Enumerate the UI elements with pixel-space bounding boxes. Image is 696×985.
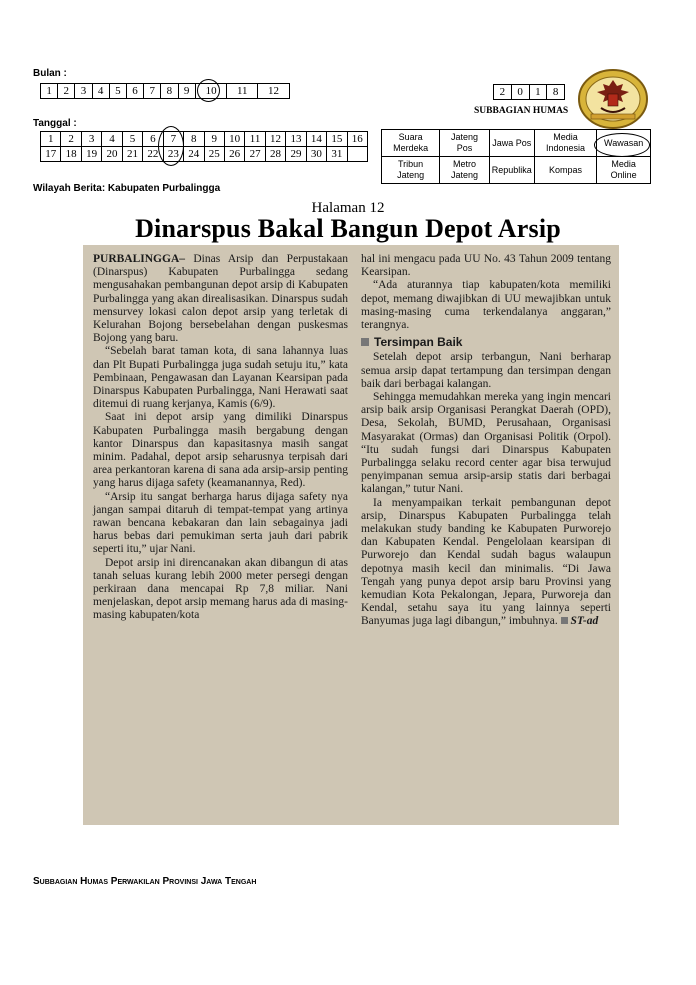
article-paragraph: Depot arsip ini direncanakan akan dibangun di atas tanah seluas kurang lebih 2000 meter persegi dengan perkiraan dana mencapai Rp 7,8 miliar. Nani menjelaskan, depot arsip memang harus ada di masing-masing kabupaten/kota [93,556,348,622]
year-grid [493,84,565,100]
tanggal-row2-cell: 29 [286,147,306,162]
tanggal-row1-cell: 6 [143,132,163,147]
paragraph-text: Dinas Arsip dan Perpustakaan (Dinarspus) Kabupaten Purbalingga sedang mengusahakan pembangunan depot arsip di Kabupaten Purbalingga yang akan direalisasikan. Dinarspus sudah mensurvey lokasi calon depot arsip yang terletak di Kelurahan Bojong bersebelahan dengan puskesmas Bojong yang baru. [93,253,348,345]
tanggal-row2-cell: 30 [306,147,326,162]
tanggal-row1-cell: 15 [327,132,347,147]
tanggal-grid [40,131,368,162]
bulan-cells-cell: 11 [227,84,258,99]
tanggal-label: Tanggal : [33,118,77,129]
media-row1-cell: Jawa Pos [489,130,534,157]
bulan-cells-cell: 7 [144,84,161,99]
author-signature: ST-ad [570,615,599,628]
tanggal-row1-cell: 8 [184,132,204,147]
year-cell: 8 [547,85,565,100]
article-paragraph [361,497,611,629]
tanggal-row1-cell: 9 [204,132,224,147]
tanggal-row2-cell: 31 [327,147,347,162]
tanggal-row1-cell: 13 [286,132,306,147]
bulan-cells-cell: 10 [195,84,227,99]
year-cell: 0 [511,85,529,100]
article-column-1 [93,253,348,623]
tanggal-row2-cell: 23 [163,147,183,162]
bulan-cells-cell: 12 [258,84,290,99]
article-paragraph: Saat ini depot arsip yang dimiliki Dinarspus Kabupaten Purbalingga masih bergabung dengan kantor Dinarspus dan kapasitasnya masih sangat minim. Padahal, depot arsip seharusnya terpisah dari area perkantoran karena di sana ada arsip-arsip penting yang harus dijaga safety (keamanannya, Red). [93,411,348,490]
tanggal-row1-cell: 1 [41,132,61,147]
tanggal-row2-cell: 26 [224,147,244,162]
tanggal-row1-cell: 11 [245,132,265,147]
media-row1-cell: Suara Merdeka [382,130,440,157]
media-row1-cell: Wawasan [597,130,651,157]
tanggal-empty-cell [347,147,367,162]
bulan-cells-cell: 2 [58,84,75,99]
media-row1-cell: Jateng Pos [440,130,490,157]
tanggal-row1-cell: 5 [122,132,142,147]
bulan-cells-cell: 8 [161,84,178,99]
tanggal-row1-cell: 3 [81,132,101,147]
media-row2-cell: Media Online [597,157,651,184]
square-bullet-icon [361,338,369,346]
article-paragraph: Sehingga memudahkan mereka yang ingin mencari arsip baik arsip Organisasi Perangkat Daerah (OPD), Desa, Sekolah, BUMD, Perusahaan, Organisasi Masyarakat (Ormas) dan Organisasi Politik (Orpol). “Itu sudah fungsi dari Dinarspus Kabupaten Purbalingga selaku record center agar bisa terwujud penyimpanan semua arsip-arsip statis dari berbagai kalangan,” tutur Nani. [361,391,611,496]
headline: Dinarspus Bakal Bangun Depot Arsip [135,214,561,243]
tanggal-row2-cell: 21 [122,147,142,162]
article-paragraph: hal ini mengacu pada UU No. 43 Tahun 2009 tentang Kearsipan. [361,253,611,279]
tanggal-row1-cell: 10 [224,132,244,147]
article-paragraph: “Sebelah barat taman kota, di sana lahannya luas dan Plt Bupati Purbalingga juga sudah setuju itu,” kata Pembinaan, Pengawasan dan Layanan Kearsipan pada Dinarspus Kabupaten Purbalingga, Nani Herawati saat ditemui di ruang kerjanya, Kamis (6/9). [93,345,348,411]
bulan-cells-cell: 3 [75,84,92,99]
year-cell: 1 [529,85,547,100]
bulan-cells-cell: 5 [109,84,126,99]
footer: Subbagian Humas Perwakilan Provinsi Jawa Tengah [33,876,257,887]
wilayah-berita: Wilayah Berita: Kabupaten Purbalingga [33,183,221,194]
tanggal-row2-cell: 25 [204,147,224,162]
tanggal-row1-cell: 4 [102,132,122,147]
tanggal-row1-cell: 2 [61,132,81,147]
end-square-icon [561,617,568,624]
bulan-selected-circle [197,79,220,102]
bulan-cells-cell: 4 [92,84,109,99]
tanggal-row2-cell: 19 [81,147,101,162]
paragraph-text: Ia menyampaikan terkait pembangunan depot arsip, Dinarspus Kabupaten Purbalingga telah melakukan study banding ke Kabupaten Purworejo dan Kabupaten Kendal. Pengelolaan kearsipan di Purworejo dan Kendal sudah bagus walaupun depotnya masih kecil dan minimalis. “Di Jawa Tengah yang punya depot arsip baru Provinsi yang kemudian Kota Pekalongan, Jepara, Purworeja dan Kendal, setahu saya itu yang lainnya seperti Banyumas juga lagi dibangun,” imbuhnya. [361,496,611,628]
tanggal-row2-cell: 28 [265,147,285,162]
article-subheading [361,336,611,349]
year-cell: 2 [494,85,512,100]
tanggal-row2-cell: 18 [61,147,81,162]
bulan-cells-cell: 9 [178,84,195,99]
dateline: PURBALINGGA– [93,253,186,265]
tanggal-row1-cell: 12 [265,132,285,147]
media-row2-cell: Metro Jateng [440,157,490,184]
tanggal-row1-cell: 14 [306,132,326,147]
media-row2-cell: Republika [489,157,534,184]
tanggal-row1-cell: 7 [163,132,183,147]
tanggal-row2-cell: 24 [184,147,204,162]
bulan-cells-cell: 1 [41,84,58,99]
article-paragraph: Setelah depot arsip terbangun, Nani berharap semua arsip dapat tertampung dan tersimpan dengan baik dari berbagai kalangan. [361,351,611,390]
agency-label: SUBBAGIAN HUMAS [474,106,569,116]
media-row2-cell: Kompas [534,157,597,184]
tanggal-row2-cell: 20 [102,147,122,162]
tanggal-row2-cell: 17 [41,147,61,162]
article-paragraph: “Ada aturannya tiap kabupaten/kota memiliki depot, memang diwajibkan di UU mewajibkan untuk masing-masing cuma terkendalanya anggaran,” terangnya. [361,279,611,332]
subheading-text: Tersimpan Baik [374,335,463,350]
garuda-emblem-icon [577,68,649,130]
tanggal-row2-cell: 27 [245,147,265,162]
page-number: Halaman 12 [311,200,385,216]
article-paragraph: “Arsip itu sangat berharga harus dijaga safety nya jangan sampai ditaruh di tempat-tempat yang artinya rawan bencana kebakaran dan lain sebagainya jadi harus bebas dari pemukiman serta jauh dari pabrik seperti itu,” ujar Nani. [93,490,348,556]
bulan-grid [40,83,290,99]
article-column-2 [361,253,611,629]
tanggal-row2-cell: 22 [143,147,163,162]
bulan-label: Bulan : [33,68,67,79]
media-row2-cell: Tribun Jateng [382,157,440,184]
media-selected-circle [594,133,650,157]
tanggal-row1-cell: 16 [347,132,367,147]
article-paragraph [93,253,348,345]
tanggal-selected-circle [158,126,184,166]
bulan-cells-cell: 6 [126,84,143,99]
article-clipping [83,245,619,825]
media-row1-cell: Media Indonesia [534,130,597,157]
